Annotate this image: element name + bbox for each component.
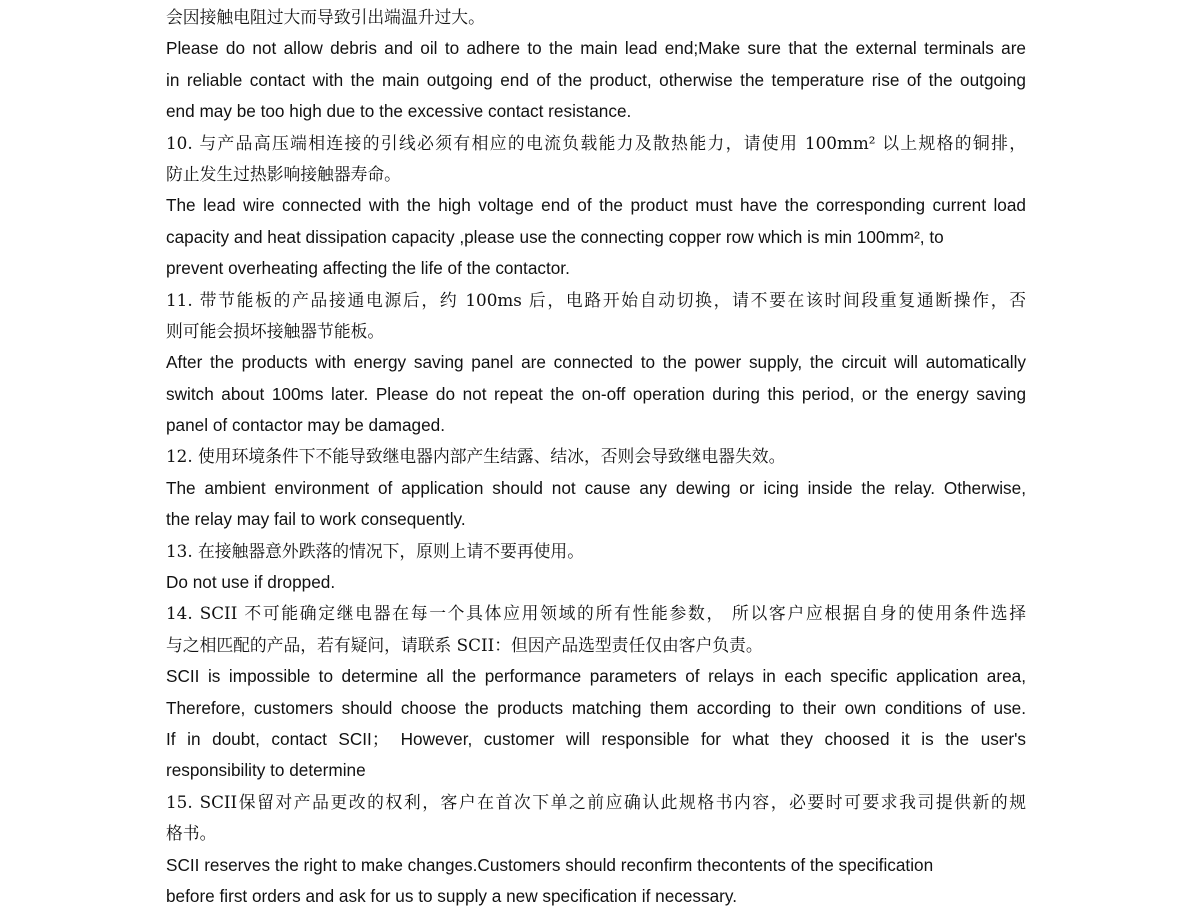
text-line: After the products with energy saving panel are connected to the power supply, the circuit will automatically	[166, 352, 1026, 373]
item-11-zh-line-2: 则可能会损坏接触器节能板。	[166, 320, 385, 341]
text-line: prevent overheating affecting the life of the contactor.	[166, 258, 570, 279]
text-line: panel of contactor may be damaged.	[166, 415, 445, 436]
text-line: switch about 100ms later. Please do not repeat the on-off operation during this period, or the energy saving	[166, 383, 1026, 404]
text-line: 会因接触电阻过大而导致引出端温升过大。	[166, 7, 485, 27]
text-line: If in doubt, contact SCII； However, customer will responsible for what they choosed it is the user's	[166, 728, 1026, 749]
item-10-zh-line-1: 10. 与产品高压端相连接的引线必须有相应的电流负载能力及散热能力，请使用 100mm² 以上规格的铜排，	[166, 132, 1026, 153]
item-11-zh-line-1: 11. 带节能板的产品接通电源后，约 100ms 后，电路开始自动切换，请不要在该时间段重复通断操作，否	[166, 289, 1026, 310]
text-line: The ambient environment of application should not cause any dewing or icing inside the relay. Otherwise,	[166, 477, 1026, 498]
item-12-zh: 12. 使用环境条件下不能导致继电器内部产生结露、结冰，否则会导致继电器失效。	[166, 446, 786, 467]
item-15-zh-line-1: 15. SCII保留对产品更改的权利，客户在首次下单之前应确认此规格书内容，必要时可要求我司提供新的规	[166, 791, 1026, 812]
text-line: Please do not allow debris and oil to adhere to the main lead end;Make sure that the external terminals are	[166, 38, 1026, 59]
item-10-zh-line-2: 防止发生过热影响接触器寿命。	[166, 163, 401, 184]
item-14-zh-line-2: 与之相匹配的产品，若有疑问，请联系 SCII：但因产品选型责任仅由客户负责。	[166, 634, 763, 655]
item-14-zh-line-1: 14. SCII 不可能确定继电器在每一个具体应用领域的所有性能参数， 所以客户应根据自身的使用条件选择	[166, 603, 1026, 624]
text-line: before first orders and ask for us to supply a new specification if necessary.	[166, 885, 737, 906]
text-line: capacity and heat dissipation capacity ,please use the connecting copper row which is min 100mm², to	[166, 226, 944, 247]
text-line: Therefore, customers should choose the products matching them according to their own conditions of use.	[166, 697, 1026, 718]
text-line: responsibility to determine	[166, 760, 366, 781]
document-page	[166, 2, 1026, 912]
text-line: the relay may fail to work consequently.	[166, 509, 466, 530]
text-line: end may be too high due to the excessive contact resistance.	[166, 101, 632, 122]
item-13-zh: 13. 在接触器意外跌落的情况下，原则上请不要再使用。	[166, 540, 584, 561]
text-line: SCII is impossible to determine all the performance parameters of relays in each specific application area,	[166, 666, 1026, 687]
item-15-zh-line-2: 格书。	[166, 823, 217, 844]
text-line: SCII reserves the right to make changes.Customers should reconfirm thecontents of the specification	[166, 854, 934, 875]
text-line: Do not use if dropped.	[166, 572, 336, 593]
text-line: in reliable contact with the main outgoing end of the product, otherwise the temperature rise of the outgoing	[166, 69, 1026, 90]
text-line: The lead wire connected with the high voltage end of the product must have the corresponding current load	[166, 195, 1026, 216]
